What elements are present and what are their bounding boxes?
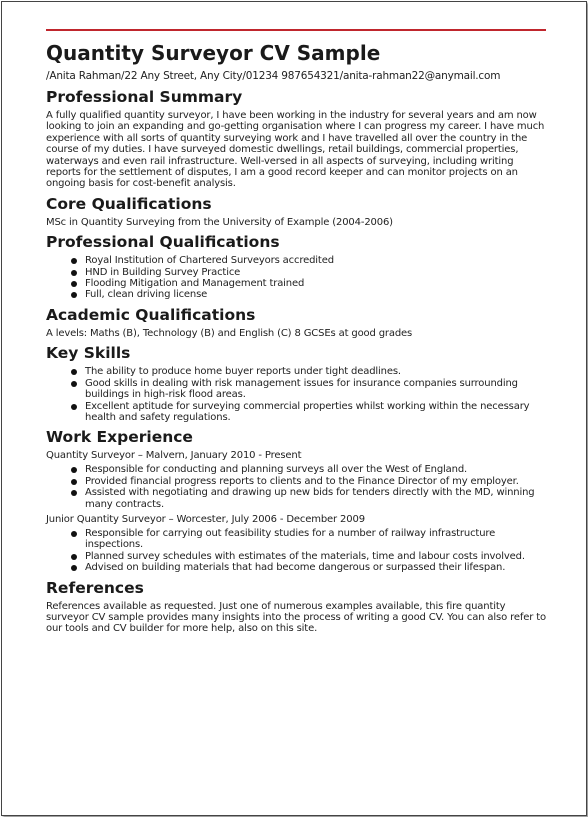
core-text: MSc in Quantity Surveying from the University of Example (2004-2006)	[46, 216, 393, 228]
job-duties-list	[46, 528, 546, 574]
heading-skills: Key Skills	[46, 344, 131, 363]
contact-line: /Anita Rahman/22 Any Street, Any City/01234 987654321/anita-rahman22@anymail.com	[46, 70, 501, 82]
list-item: Responsible for conducting and planning surveys all over the West of England.	[85, 464, 546, 475]
list-item: Full, clean driving license	[85, 289, 546, 300]
list-item: Good skills in dealing with risk management issues for insurance companies surrounding buildings in high-risk flood areas.	[85, 378, 546, 401]
accent-rule	[46, 29, 546, 31]
list-item: Responsible for carrying out feasibility studies for a number of railway infrastructure inspections.	[85, 528, 546, 551]
heading-references: References	[46, 578, 144, 597]
list-item: Excellent aptitude for surveying commercial properties whilst working within the necessary health and safety regulations.	[85, 401, 546, 424]
cv-content	[46, 40, 546, 635]
job-title: Quantity Surveyor – Malvern, January 2010 - Present	[46, 450, 302, 462]
cv-page	[1, 1, 587, 816]
list-item: Planned survey schedules with estimates of the materials, time and labour costs involved.	[85, 551, 546, 562]
job-duties-list	[46, 464, 546, 510]
heading-summary: Professional Summary	[46, 88, 243, 106]
list-item: The ability to produce home buyer reports under tight deadlines.	[85, 366, 546, 377]
heading-academic: Academic Qualifications	[46, 305, 256, 324]
list-item: HND in Building Survey Practice	[85, 267, 546, 278]
academic-text: A levels: Maths (B), Technology (B) and English (C) 8 GCSEs at good grades	[46, 327, 413, 339]
references-text: References available as requested. Just one of numerous examples available, this fire quantity surveyor CV sample provides many insights into the process of writing a good CV. You can also refer to our tools and CV builder for more help, also on this site.	[46, 600, 546, 635]
skills-list	[46, 366, 546, 423]
list-item: Royal Institution of Chartered Surveyors accredited	[85, 255, 546, 266]
job-title: Junior Quantity Surveyor – Worcester, July 2006 - December 2009	[46, 513, 365, 525]
list-item: Provided financial progress reports to clients and to the Finance Director of my employer.	[85, 476, 546, 487]
list-item: Assisted with negotiating and drawing up new bids for tenders directly with the MD, winning many contracts.	[85, 487, 546, 510]
list-item: Advised on building materials that had become dangerous or surpassed their lifespan.	[85, 562, 546, 573]
summary-text: A fully qualified quantity surveyor, I have been working in the industry for several years and am now looking to join an expanding and go-getting organisation where I can progress my career. I have much experience with all sorts of quantity surveying work and I have travelled all over the country in the course of my duties. I have surveyed domestic dwellings, retail buildings, commercial properties, waterways and even rail infrastructure. Well-versed in all aspects of surveying, including writing reports for the settlement of disputes, I am a good record keeper and can monitor projects on an ongoing basis for cost-benefit analysis.	[46, 110, 545, 190]
page-title: Quantity Surveyor CV Sample	[46, 41, 381, 65]
professional-list	[46, 255, 546, 301]
list-item: Flooding Mitigation and Management trained	[85, 278, 546, 289]
heading-core: Core Qualifications	[46, 194, 212, 213]
heading-work: Work Experience	[46, 428, 193, 447]
heading-professional: Professional Qualifications	[46, 233, 280, 252]
